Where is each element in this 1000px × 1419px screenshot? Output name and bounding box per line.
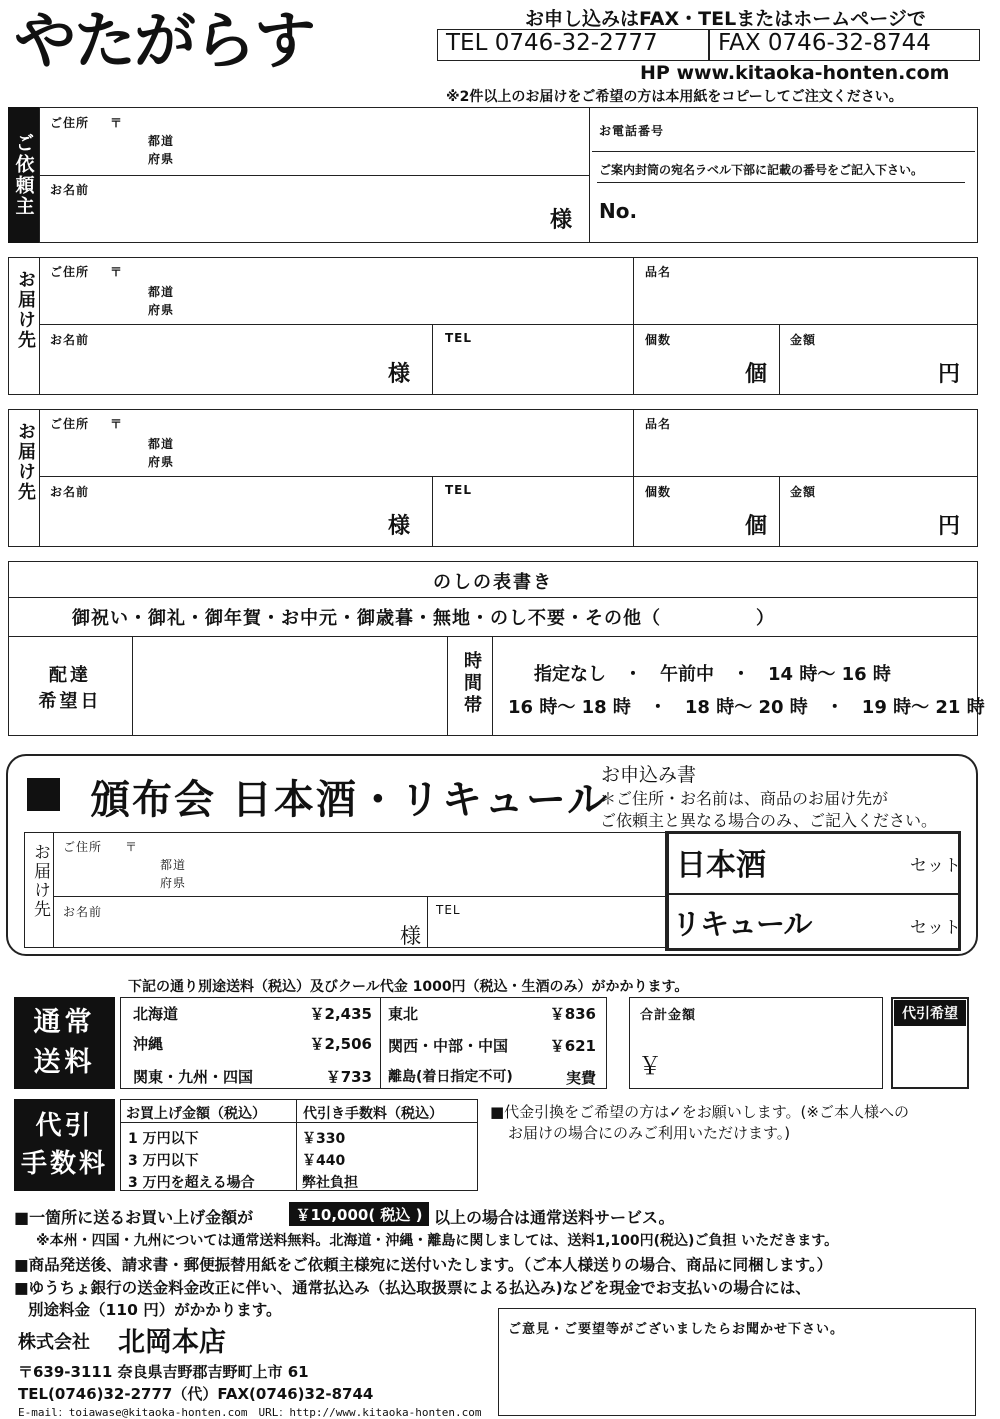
- cod-title: [14, 1099, 115, 1191]
- shipping-rows-1-region: 沖縄: [133, 1035, 164, 1053]
- cod-title1: 代引: [35, 1111, 94, 1141]
- labels-todofuken2: 府県: [148, 303, 175, 317]
- note-4b: 別途料金（110 円）がかかります。: [28, 1301, 282, 1319]
- header-fax: FAX 0746-32-8744: [718, 30, 931, 56]
- note-1-pre: ■一箇所に送るお買い上げ金額が: [14, 1208, 254, 1227]
- labels-tel: TEL: [445, 483, 473, 497]
- company-address: 〒639-3111 奈良県吉野郡吉野町上市 61: [18, 1363, 309, 1381]
- labels-qty-unit: 個: [745, 362, 768, 387]
- cod-rows-2-amount: 3 万円を超える場合: [128, 1175, 255, 1191]
- divider-v: [447, 636, 448, 736]
- header-note: ※2件以上のお届けをご希望の方は本用紙をコピーしてご注文ください。: [446, 89, 903, 105]
- divider-v: [132, 636, 133, 736]
- labels-sama: 様: [388, 362, 411, 387]
- hanpukai-note2: ご依頼主と異なる場合のみ、ご記入ください。: [600, 811, 937, 830]
- requester-title: ご依頼主: [12, 133, 35, 217]
- divider-v: [427, 896, 428, 948]
- labels-address: ご住所: [63, 840, 103, 854]
- labels-yen: 円: [938, 514, 961, 539]
- sake-label: 日本酒: [676, 848, 766, 883]
- note-3: ■商品発送後、請求書・郵便振替用紙をご依頼主様宛に送付いたします。（ご本人様送りの場合、商品に同梱します。）: [14, 1256, 833, 1274]
- shipping-rows-2-region2: 離島(着日指定不可): [388, 1069, 513, 1085]
- labels-amount: 金額: [790, 333, 817, 347]
- requester-title: [8, 107, 40, 243]
- labels-todofuken2: 府県: [148, 152, 175, 166]
- date-label-2: 希望日: [38, 691, 102, 712]
- labels-todofuken1: 都道: [160, 858, 187, 872]
- cod-rows-1-amount: 3 万円以下: [128, 1153, 199, 1169]
- shipping-rows-1-price2: ￥621: [549, 1037, 596, 1055]
- phone-label: お電話番号: [599, 124, 665, 138]
- delivery2-form[interactable]: [8, 409, 978, 547]
- note-4a: ■ゆうちょ銀行の送金料金改正に伴い、通常払込み（払込取扱票による払込み)などを現金でお支払いの場合には、: [14, 1279, 811, 1297]
- total-label: 合計金額: [640, 1008, 697, 1023]
- delivery1-title: お届け先: [15, 270, 36, 350]
- note-1-post: 以上の場合は通常送料サービス。: [434, 1208, 675, 1227]
- labels-name: お名前: [50, 485, 90, 499]
- labels-tel: TEL: [436, 903, 461, 917]
- labels-todofuken2: 府県: [148, 455, 175, 469]
- time-row-1[interactable]: 指定なし ・ 午前中 ・ 14 時～ 16 時: [534, 664, 891, 685]
- labels-todofuken1: 都道: [148, 285, 175, 299]
- labels-yen: 円: [938, 362, 961, 387]
- noshi-title: のしの表書き: [433, 572, 553, 593]
- note-1-badge: ￥10,000( 税込 ): [289, 1202, 429, 1226]
- labels-address: ご住所: [50, 265, 90, 279]
- cod-rows-1-fee: ￥440: [302, 1153, 346, 1169]
- cod-rows-0-amount: 1 万円以下: [128, 1131, 199, 1147]
- labels-name: お名前: [50, 183, 90, 197]
- labels-postal: 〒: [110, 116, 124, 130]
- total-yen: ￥: [638, 1052, 662, 1080]
- labels-sama: 様: [400, 924, 421, 948]
- labels-sama: 様: [388, 514, 411, 539]
- divider-h: [592, 151, 975, 152]
- shipping-rows-0-region: 北海道: [133, 1005, 179, 1023]
- time-label: 時間帯: [461, 651, 482, 717]
- labels-qty-unit: 個: [745, 514, 768, 539]
- hanpukai-form-title: お申込み書: [601, 764, 697, 786]
- labels-amount: 金額: [790, 485, 817, 499]
- labels-item: 品名: [645, 417, 672, 431]
- divider-v: [492, 636, 493, 736]
- divider-h: [39, 175, 590, 176]
- cod-note-1: ■代金引換をご希望の方は✓をお願いします。(※ご本人様への: [490, 1103, 909, 1121]
- divider-v: [779, 476, 780, 547]
- cod-rows-2-fee: 弊社負担: [302, 1175, 358, 1191]
- divider-h: [8, 597, 978, 598]
- labels-qty: 個数: [645, 485, 672, 499]
- divider-v: [432, 476, 433, 547]
- shipping-rows-2-price: ￥733: [325, 1068, 372, 1086]
- no-label: No.: [599, 199, 638, 223]
- labels-postal: 〒: [110, 417, 124, 431]
- date-input[interactable]: [134, 638, 446, 734]
- labels-item: 品名: [645, 265, 672, 279]
- labels-todofuken1: 都道: [148, 437, 175, 451]
- labels-address: ご住所: [50, 116, 90, 130]
- hanpukai-mark: [27, 778, 60, 811]
- labels-postal: 〒: [125, 840, 139, 854]
- label-note: ご案内封筒の宛名ラベル下部に記載の番号をご記入下さい。: [599, 163, 924, 177]
- time-row-2[interactable]: 16 時～ 18 時 ・ 18 時～ 20 時 ・ 19 時～ 21 時: [508, 697, 985, 718]
- shipping-title2: 送料: [33, 1047, 96, 1078]
- cod-col2: 代引き手数料（税込）: [303, 1106, 443, 1122]
- cod-note-2: お届けの場合にのみご利用いただけます。): [508, 1124, 791, 1142]
- company-web: E-mail：toiawase@kitaoka-honten.com URL：http://www.kitaoka-honten.com: [18, 1406, 482, 1419]
- brand-logo: やたがらす: [14, 4, 315, 77]
- shipping-rows-2-price2: 実費: [565, 1069, 596, 1087]
- divider-v: [39, 257, 40, 395]
- divider-v: [432, 324, 433, 395]
- shipping-rows-2-region: 関東・九州・四国: [133, 1068, 254, 1086]
- hanpukai-dest[interactable]: [24, 832, 669, 948]
- header-hp: HP www.kitaoka-honten.com: [640, 62, 950, 84]
- divider-v: [53, 832, 54, 948]
- header-tel: TEL 0746-32-2777: [446, 30, 658, 56]
- shipping-rows-1-price: ￥2,506: [309, 1035, 372, 1053]
- labels-name: お名前: [63, 905, 103, 919]
- cod-rows-0-fee: ￥330: [302, 1131, 346, 1147]
- shipping-rows-0-region2: 東北: [388, 1005, 419, 1023]
- shipping-rows-0-price: ￥2,435: [309, 1005, 372, 1023]
- divider-h: [668, 893, 958, 895]
- labels-postal: 〒: [110, 265, 124, 279]
- delivery1-form[interactable]: [8, 257, 978, 395]
- divider-v: [633, 257, 634, 395]
- labels-qty: 個数: [645, 333, 672, 347]
- cod-title2: 手数料: [20, 1149, 108, 1179]
- labels-address: ご住所: [50, 417, 90, 431]
- shipping-rows-0-price2: ￥836: [549, 1005, 596, 1023]
- labels-todofuken1: 都道: [148, 134, 175, 148]
- sake-set: セット: [910, 856, 961, 876]
- liqueur-set: セット: [910, 918, 961, 938]
- hanpukai-note1: ＊ご住所・お名前は、商品のお届け先が: [600, 789, 889, 808]
- shipping-intro: 下記の通り別途送料（税込）及びクール代金 1000円（税込・生酒のみ）がかかります。: [128, 979, 689, 995]
- divider-v: [779, 324, 780, 395]
- labels-todofuken2: 府県: [160, 876, 187, 890]
- note-2: ※本州・四国・九州については通常送料無料。北海道・沖縄・離島に関しましては、送料1,100円(税込)ご負担 いただきます。: [36, 1233, 839, 1249]
- shipping-rows-1-region2: 関西・中部・中国: [388, 1037, 509, 1055]
- company-prefix: 株式会社: [18, 1332, 90, 1353]
- divider-h: [39, 476, 978, 477]
- shipping-title: [14, 997, 115, 1089]
- divider-h: [39, 324, 978, 325]
- labels-tel: TEL: [445, 331, 473, 345]
- divider-h: [53, 896, 669, 897]
- labels-name: お名前: [50, 333, 90, 347]
- company-phone: TEL(0746)32-2777（代）FAX(0746)32-8744: [18, 1385, 374, 1403]
- hanpukai-dest-title: お届け先: [30, 843, 50, 919]
- date-label-1: 配達: [49, 665, 91, 686]
- cod-label: 代引希望: [894, 1000, 966, 1026]
- opinion-label: ご意見・ご要望等がございましたらお聞かせ下さい。: [508, 1322, 845, 1337]
- shipping-title1: 通常: [33, 1007, 96, 1038]
- divider-v: [633, 409, 634, 547]
- requester-sama: 様: [550, 208, 573, 233]
- divider-v: [296, 1099, 297, 1191]
- divider-v: [39, 409, 40, 547]
- noshi-options[interactable]: 御祝い・御礼・御年賀・お中元・御歳暮・無地・のし不要・その他（ ）: [72, 608, 775, 629]
- divider-h: [8, 636, 978, 637]
- company-name: 北岡本店: [118, 1327, 226, 1358]
- divider-v: [380, 997, 381, 1089]
- divider-h: [597, 182, 965, 183]
- header-line1: お申し込みはFAX・TELまたはホームページで: [525, 8, 926, 30]
- liqueur-label: リキュール: [672, 907, 812, 941]
- cod-col1: お買上げ金額（税込）: [126, 1106, 266, 1122]
- hanpukai-title: 頒布会 日本酒・リキュール: [90, 776, 610, 823]
- delivery2-title: お届け先: [15, 422, 36, 502]
